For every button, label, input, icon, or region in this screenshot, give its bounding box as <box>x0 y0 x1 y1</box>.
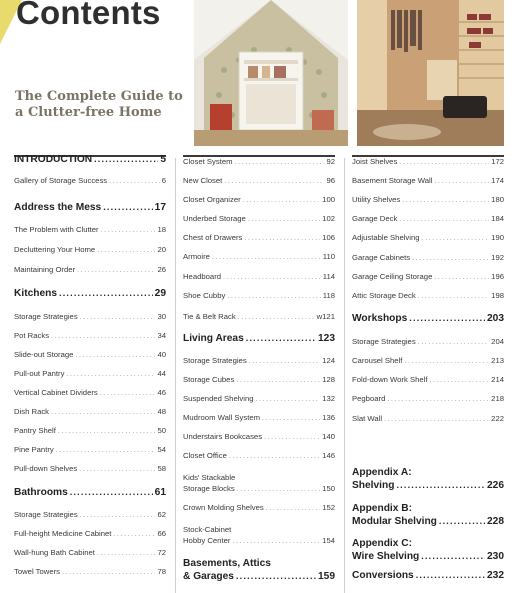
toc-page-number: 96 <box>326 176 335 186</box>
toc-entry[interactable] <box>14 245 166 254</box>
toc-entry-title: Garage Ceiling Storage <box>352 272 433 282</box>
toc-leader-dots <box>399 216 489 223</box>
toc-page-number: 66 <box>157 529 166 539</box>
toc-entry[interactable] <box>14 426 166 435</box>
toc-leader-dots <box>236 571 316 581</box>
toc-entry-title: The Problem with Clutter <box>14 225 99 235</box>
toc-entry-title: Modular Shelving <box>352 515 437 527</box>
toc-leader-dots <box>434 178 489 185</box>
toc-entry[interactable] <box>183 413 335 422</box>
toc-leader-dots <box>232 538 320 545</box>
toc-page-number: 140 <box>322 432 335 442</box>
toc-entry-title: Adjustable Shelving <box>352 233 420 243</box>
toc-entry-title: Crown Molding Shelves <box>183 503 264 513</box>
toc-page-number: 30 <box>157 312 166 322</box>
toc-entry-title: Hobby Center <box>183 536 231 546</box>
toc-leader-dots <box>66 371 155 378</box>
toc-entry-title: & Garages <box>183 570 234 582</box>
toc-leader-dots <box>246 333 316 343</box>
toc-leader-dots <box>399 159 489 166</box>
toc-page-number: 26 <box>157 265 166 275</box>
toc-page-number: 180 <box>491 195 504 205</box>
toc-entry-title: Headboard <box>183 272 222 282</box>
toc-leader-dots <box>402 197 489 204</box>
toc-entry[interactable] <box>14 312 166 321</box>
toc-entry[interactable] <box>183 233 335 242</box>
toc-page-number: 152 <box>322 503 335 513</box>
toc-leader-dots <box>418 293 490 300</box>
toc-entry[interactable] <box>352 214 504 223</box>
toc-page-number: 54 <box>157 445 166 455</box>
toc-leader-dots <box>80 512 156 519</box>
toc-leader-dots <box>75 352 155 359</box>
toc-page-number: 78 <box>157 567 166 577</box>
toc-entry-title: Shelving <box>352 479 395 491</box>
toc-page-number: w121 <box>316 312 335 322</box>
toc-leader-dots <box>235 159 325 166</box>
toc-entry[interactable] <box>183 176 335 185</box>
toc-entry-title: Maintaining Order <box>14 265 76 275</box>
subtitle-line-1: The Complete Guide to <box>15 89 183 104</box>
toc-section-heading[interactable] <box>352 480 504 491</box>
toc-entry-prefix: Kids' Stackable <box>183 473 236 483</box>
toc-page-number: 150 <box>322 484 335 494</box>
toc-page-number: 106 <box>322 233 335 243</box>
toc-page-number: 146 <box>322 451 335 461</box>
toc-leader-dots <box>79 466 155 473</box>
toc-entry[interactable] <box>183 356 335 365</box>
toc-entry-title: Slat Wall <box>352 414 383 424</box>
toc-page-number: 6 <box>161 176 166 186</box>
toc-leader-dots <box>77 267 155 274</box>
toc-entry-title: Address the Mess <box>14 201 102 213</box>
toc-page-number: 92 <box>326 157 335 167</box>
toc-entry-title: Utility Shelves <box>352 195 401 205</box>
toc-entry-title: Closet System <box>183 157 233 167</box>
toc-section-heading[interactable] <box>352 516 504 527</box>
toc-page-number: 124 <box>322 356 335 366</box>
toc-leader-dots <box>212 254 321 261</box>
toc-entry-title: Basement Storage Wall <box>352 176 433 186</box>
column-divider-1 <box>175 158 176 593</box>
toc-page-number: 192 <box>491 253 504 263</box>
toc-page-number: 132 <box>322 394 335 404</box>
toc-entry-title: Chest of Drawers <box>183 233 243 243</box>
toc-entry-title: Garage Cabinets <box>352 253 411 263</box>
toc-page-number: 184 <box>491 214 504 224</box>
toc-page-number: 198 <box>491 291 504 301</box>
toc-entry-title: INTRODUCTION <box>14 153 93 165</box>
toc-entry-title: Carousel Shelf <box>352 356 403 366</box>
toc-leader-dots <box>51 409 155 416</box>
toc-leader-dots <box>416 570 485 580</box>
toc-leader-dots <box>421 551 485 561</box>
toc-entry[interactable] <box>14 350 166 359</box>
toc-entry-title: Understairs Bookcases <box>183 432 263 442</box>
toc-page-number: 48 <box>157 407 166 417</box>
toc-entry[interactable] <box>183 252 335 261</box>
toc-entry[interactable] <box>352 291 504 300</box>
walk-in-closet-photo <box>357 0 504 146</box>
toc-entry-title: Storage Strategies <box>352 337 416 347</box>
toc-entry-prefix: Basements, Attics <box>183 557 271 569</box>
toc-entry-title: Garage Deck <box>352 214 398 224</box>
toc-page-number: 159 <box>318 570 335 582</box>
toc-entry-title: Mudroom Wall System <box>183 413 261 423</box>
toc-section-heading[interactable] <box>352 313 504 324</box>
page-subtitle <box>15 89 190 121</box>
toc-entry[interactable] <box>352 176 504 185</box>
toc-entry-prefix: Appendix B: <box>352 502 412 514</box>
toc-entry[interactable] <box>14 464 166 473</box>
toc-entry[interactable] <box>14 548 166 557</box>
toc-page-number: 46 <box>157 388 166 398</box>
toc-leader-dots <box>51 333 155 340</box>
toc-entry-title: Pine Pantry <box>14 445 54 455</box>
toc-entry-title: Fold-down Work Shelf <box>352 375 428 385</box>
toc-entry[interactable] <box>183 484 335 493</box>
toc-leader-dots <box>80 314 156 321</box>
toc-entry[interactable] <box>183 291 335 300</box>
toc-page-number: 203 <box>487 312 504 324</box>
toc-page-number: 110 <box>322 252 335 262</box>
toc-page-number: 204 <box>491 337 504 347</box>
toc-entry[interactable] <box>183 536 335 545</box>
toc-entry[interactable] <box>14 388 166 397</box>
toc-entry[interactable] <box>183 272 335 281</box>
toc-entry-title: Underbed Storage <box>183 214 246 224</box>
toc-entry[interactable] <box>352 375 504 384</box>
toc-entry-title: Wire Shelving <box>352 550 420 562</box>
toc-entry-title: Closet Organizer <box>183 195 241 205</box>
toc-entry[interactable] <box>14 510 166 519</box>
toc-page-number: 34 <box>157 331 166 341</box>
toc-entry-title: Storage Cubes <box>183 375 235 385</box>
toc-leader-dots <box>387 396 489 403</box>
toc-entry-title: Workshops <box>352 312 408 324</box>
toc-page-number: 58 <box>157 464 166 474</box>
toc-page-number: 102 <box>322 214 335 224</box>
toc-entry-title: Pot Racks <box>14 331 50 341</box>
toc-leader-dots <box>243 197 320 204</box>
toc-page-number: 20 <box>157 245 166 255</box>
toc-page-number: 174 <box>491 176 504 186</box>
toc-entry[interactable] <box>352 157 504 166</box>
toc-entry[interactable] <box>14 265 166 274</box>
toc-entry[interactable] <box>352 414 504 423</box>
toc-page-number: 44 <box>157 369 166 379</box>
toc-entry[interactable] <box>183 394 335 403</box>
toc-entry-title: Living Areas <box>183 332 244 344</box>
toc-leader-dots <box>101 227 156 234</box>
toc-entry[interactable] <box>183 451 335 460</box>
toc-page-number: 100 <box>322 195 335 205</box>
toc-entry-title: Storage Strategies <box>183 356 247 366</box>
toc-section-heading[interactable] <box>183 571 335 582</box>
toc-leader-dots <box>396 480 485 490</box>
toc-entry[interactable] <box>183 375 335 384</box>
toc-entry[interactable] <box>14 331 166 340</box>
toc-leader-dots <box>94 154 158 164</box>
toc-leader-dots <box>266 505 320 512</box>
toc-leader-dots <box>264 434 320 441</box>
toc-entry-title: Kitchens <box>14 287 58 299</box>
toc-page-number: 123 <box>318 332 335 344</box>
toc-leader-dots <box>434 274 489 281</box>
toc-entry-title: Pantry Shelf <box>14 426 56 436</box>
toc-entry[interactable] <box>352 195 504 204</box>
toc-leader-dots <box>229 453 320 460</box>
toc-entry[interactable] <box>183 214 335 223</box>
page-title: Contents <box>16 0 161 31</box>
toc-section-heading[interactable] <box>14 154 166 165</box>
subtitle-line-2: a Clutter-free Home <box>15 105 162 120</box>
toc-entry-title: Towel Towers <box>14 567 60 577</box>
toc-leader-dots <box>249 358 320 365</box>
toc-entry-title: Pegboard <box>352 394 386 404</box>
toc-leader-dots <box>100 390 156 397</box>
toc-page-number: 154 <box>322 536 335 546</box>
toc-page-number: 18 <box>157 225 166 235</box>
toc-leader-dots <box>422 235 490 242</box>
toc-entry-title: Closet Office <box>183 451 227 461</box>
toc-entry[interactable] <box>352 272 504 281</box>
toc-entry-title: Bathrooms <box>14 486 68 498</box>
toc-page-number: 29 <box>154 287 166 299</box>
toc-entry[interactable] <box>352 233 504 242</box>
toc-entry-title: Tie & Belt Rack <box>183 312 236 322</box>
toc-section-heading[interactable] <box>14 288 166 299</box>
toc-section-heading[interactable] <box>183 333 335 344</box>
toc-entry-title: Wall-hung Bath Cabinet <box>14 548 95 558</box>
toc-page-number: 5 <box>160 153 166 165</box>
toc-leader-dots <box>238 314 315 321</box>
toc-entry-title: Attic Storage Deck <box>352 291 416 301</box>
toc-entry[interactable] <box>14 445 166 454</box>
toc-page-number: 136 <box>322 413 335 423</box>
toc-leader-dots <box>113 531 155 538</box>
toc-page-number: 118 <box>322 291 335 301</box>
toc-entry[interactable] <box>183 503 335 512</box>
toc-entry[interactable] <box>352 356 504 365</box>
toc-entry-title: Armoire <box>183 252 210 262</box>
toc-leader-dots <box>59 288 153 298</box>
toc-leader-dots <box>418 339 489 346</box>
toc-leader-dots <box>109 178 160 185</box>
toc-page-number: 226 <box>487 479 504 491</box>
toc-entry-title: Storage Strategies <box>14 510 78 520</box>
toc-leader-dots <box>103 202 152 212</box>
toc-entry[interactable] <box>183 432 335 441</box>
toc-leader-dots <box>409 313 485 323</box>
toc-leader-dots <box>56 447 156 454</box>
toc-entry-title: Suspended Shelving <box>183 394 254 404</box>
toc-entry[interactable] <box>352 337 504 346</box>
toc-page-number: 196 <box>491 272 504 282</box>
toc-entry-title: Joist Shelves <box>352 157 398 167</box>
toc-page-number: 190 <box>491 233 504 243</box>
toc-entry[interactable] <box>14 529 166 538</box>
toc-page-number: 114 <box>322 272 335 282</box>
toc-entry-prefix: Appendix A: <box>352 466 412 478</box>
toc-page-number: 213 <box>491 356 504 366</box>
toc-leader-dots <box>248 216 320 223</box>
toc-leader-dots <box>58 428 156 435</box>
toc-entry[interactable] <box>183 157 335 166</box>
toc-entry-prefix: Stock-Cabinet <box>183 525 232 535</box>
toc-section-heading[interactable] <box>14 202 166 213</box>
toc-entry-title: Pull-out Pantry <box>14 369 65 379</box>
toc-leader-dots <box>70 487 153 497</box>
toc-leader-dots <box>404 358 489 365</box>
toc-page-number: 72 <box>157 548 166 558</box>
toc-leader-dots <box>262 415 320 422</box>
toc-leader-dots <box>97 550 156 557</box>
toc-leader-dots <box>236 377 320 384</box>
toc-leader-dots <box>412 255 489 262</box>
toc-page-number: 214 <box>491 375 504 385</box>
toc-entry[interactable] <box>183 195 335 204</box>
toc-entry-title: Slide-out Storage <box>14 350 74 360</box>
toc-section-heading[interactable] <box>14 487 166 498</box>
attic-closet-photo <box>194 0 348 146</box>
toc-entry[interactable] <box>14 567 166 576</box>
toc-entry-title: Storage Blocks <box>183 484 235 494</box>
toc-entry-title: Storage Strategies <box>14 312 78 322</box>
toc-entry-title: Gallery of Storage Success <box>14 176 108 186</box>
toc-entry[interactable] <box>352 394 504 403</box>
toc-entry-title: Pull-down Shelves <box>14 464 78 474</box>
toc-leader-dots <box>224 178 324 185</box>
toc-page-number: 222 <box>491 414 504 424</box>
toc-section-heading[interactable] <box>352 570 504 581</box>
toc-entry-title: Vertical Cabinet Dividers <box>14 388 98 398</box>
toc-leader-dots <box>237 486 320 493</box>
toc-entry[interactable] <box>352 253 504 262</box>
toc-entry[interactable] <box>14 176 166 185</box>
column-divider-2 <box>344 158 345 593</box>
toc-page-number: 62 <box>157 510 166 520</box>
toc-leader-dots <box>97 247 155 254</box>
toc-page-number: 230 <box>487 550 504 562</box>
toc-leader-dots <box>439 516 485 526</box>
toc-entry-prefix: Appendix C: <box>352 537 412 549</box>
toc-leader-dots <box>227 293 320 300</box>
toc-section-heading[interactable] <box>352 551 504 562</box>
toc-entry[interactable] <box>14 225 166 234</box>
toc-page-number: 50 <box>157 426 166 436</box>
toc-page-number: 172 <box>491 157 504 167</box>
toc-entry[interactable] <box>183 312 335 321</box>
toc-leader-dots <box>62 569 155 576</box>
toc-page-number: 228 <box>487 515 504 527</box>
toc-entry-title: Conversions <box>352 569 414 581</box>
toc-entry-title: Dish Rack <box>14 407 50 417</box>
toc-page-number: 61 <box>154 486 166 498</box>
toc-leader-dots <box>429 377 489 384</box>
toc-entry[interactable] <box>14 407 166 416</box>
toc-entry-title: Full-height Medicine Cabinet <box>14 529 112 539</box>
toc-entry-title: Shoe Cubby <box>183 291 226 301</box>
toc-entry-title: New Closet <box>183 176 223 186</box>
toc-entry[interactable] <box>14 369 166 378</box>
toc-page-number: 128 <box>322 375 335 385</box>
toc-page-number: 232 <box>487 569 504 581</box>
toc-page-number: 40 <box>157 350 166 360</box>
toc-leader-dots <box>384 416 489 423</box>
toc-leader-dots <box>223 274 321 281</box>
toc-entry-title: Decluttering Your Home <box>14 245 96 255</box>
toc-page-number: 218 <box>491 394 504 404</box>
toc-page-number: 17 <box>154 201 166 213</box>
toc-leader-dots <box>256 396 321 403</box>
toc-leader-dots <box>244 235 320 242</box>
